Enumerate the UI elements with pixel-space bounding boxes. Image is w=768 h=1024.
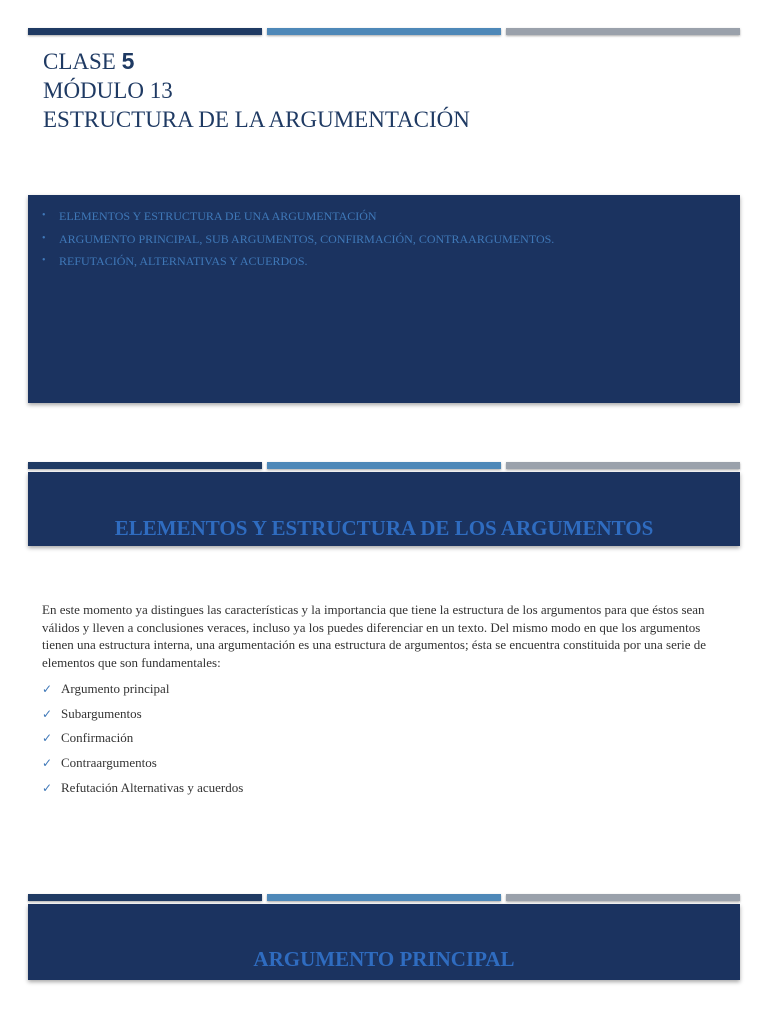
topic-line: ESTRUCTURA DE LA ARGUMENTACIÓN: [43, 107, 470, 132]
accent-bar-gray: [506, 28, 740, 35]
slide-1-title: [43, 47, 470, 134]
accent-bar-gray: [506, 462, 740, 469]
checklist-item: [42, 726, 243, 751]
modulo-line: MÓDULO 13: [43, 78, 173, 103]
accent-bar-gray: [506, 894, 740, 901]
bullet-text: REFUTACIÓN, ALTERNATIVAS Y ACUERDOS.: [59, 254, 308, 268]
accent-bar-navy: [28, 462, 262, 469]
slide-2-top-bars: [28, 462, 740, 469]
accent-bar-blue: [267, 894, 501, 901]
checklist-item: [42, 776, 243, 801]
bullet-icon: •: [42, 232, 46, 244]
bullet-item: [42, 228, 740, 251]
slide-1-bullet-list: [28, 195, 740, 273]
bullet-text: ARGUMENTO PRINCIPAL, SUB ARGUMENTOS, CONFIRMACIÓN, CONTRAARGUMENTOS.: [59, 231, 555, 246]
checklist-text: Confirmación: [61, 730, 134, 746]
checkmark-icon: ✓: [42, 780, 53, 795]
slide-2-paragraph: En este momento ya distingues las características y la importancia que tiene la estructura de los argumentos para que éstos sean válidos y lleven a conclusiones veraces, incluso ya los puedes diferenciar en un texto. Del mismo modo en que los argumentos tienen una estructura interna, una argumentación es una estructura de argumentos; ésta se encuentra constituida por una serie de elementos que son fundamentales:: [42, 602, 707, 670]
slide-2-heading: ELEMENTOS Y ESTRUCTURA DE LOS ARGUMENTOS: [114, 516, 654, 540]
slide-3-title-box: [28, 904, 740, 980]
accent-bar-navy: [28, 28, 262, 35]
clase-line: [43, 47, 470, 76]
checklist-text: Subargumentos: [61, 705, 142, 721]
accent-bar-navy: [28, 894, 262, 901]
accent-bar-blue: [267, 462, 501, 469]
slide-2-title-box: [28, 472, 740, 546]
checklist-item: [42, 702, 243, 727]
clase-label: CLASE: [43, 49, 122, 74]
checklist-item: [42, 751, 243, 776]
bullet-icon: •: [42, 255, 46, 266]
slide-3-top-bars: [28, 894, 740, 901]
slide-2-checklist: [42, 677, 243, 801]
bullet-icon: •: [42, 210, 46, 221]
slide-3-heading: ARGUMENTO PRINCIPAL: [253, 947, 515, 971]
bullet-item: [42, 205, 740, 228]
checklist-text: Argumento principal: [61, 681, 170, 696]
checkmark-icon: ✓: [42, 731, 53, 746]
slide-1-top-bars: [28, 28, 740, 35]
bullet-item: [42, 250, 740, 273]
checkmark-icon: ✓: [42, 706, 53, 721]
checklist-text: Contraargumentos: [61, 755, 157, 771]
checklist-item: [42, 677, 243, 702]
checklist-text: Refutación Alternativas y acuerdos: [61, 779, 244, 795]
accent-bar-blue: [267, 28, 501, 35]
checkmark-icon: ✓: [42, 682, 53, 696]
checkmark-icon: ✓: [42, 756, 53, 771]
bullet-text: ELEMENTOS Y ESTRUCTURA DE UNA ARGUMENTACIÓN: [59, 209, 377, 223]
slide-1-content-box: [28, 195, 740, 403]
clase-number: 5: [121, 48, 135, 74]
